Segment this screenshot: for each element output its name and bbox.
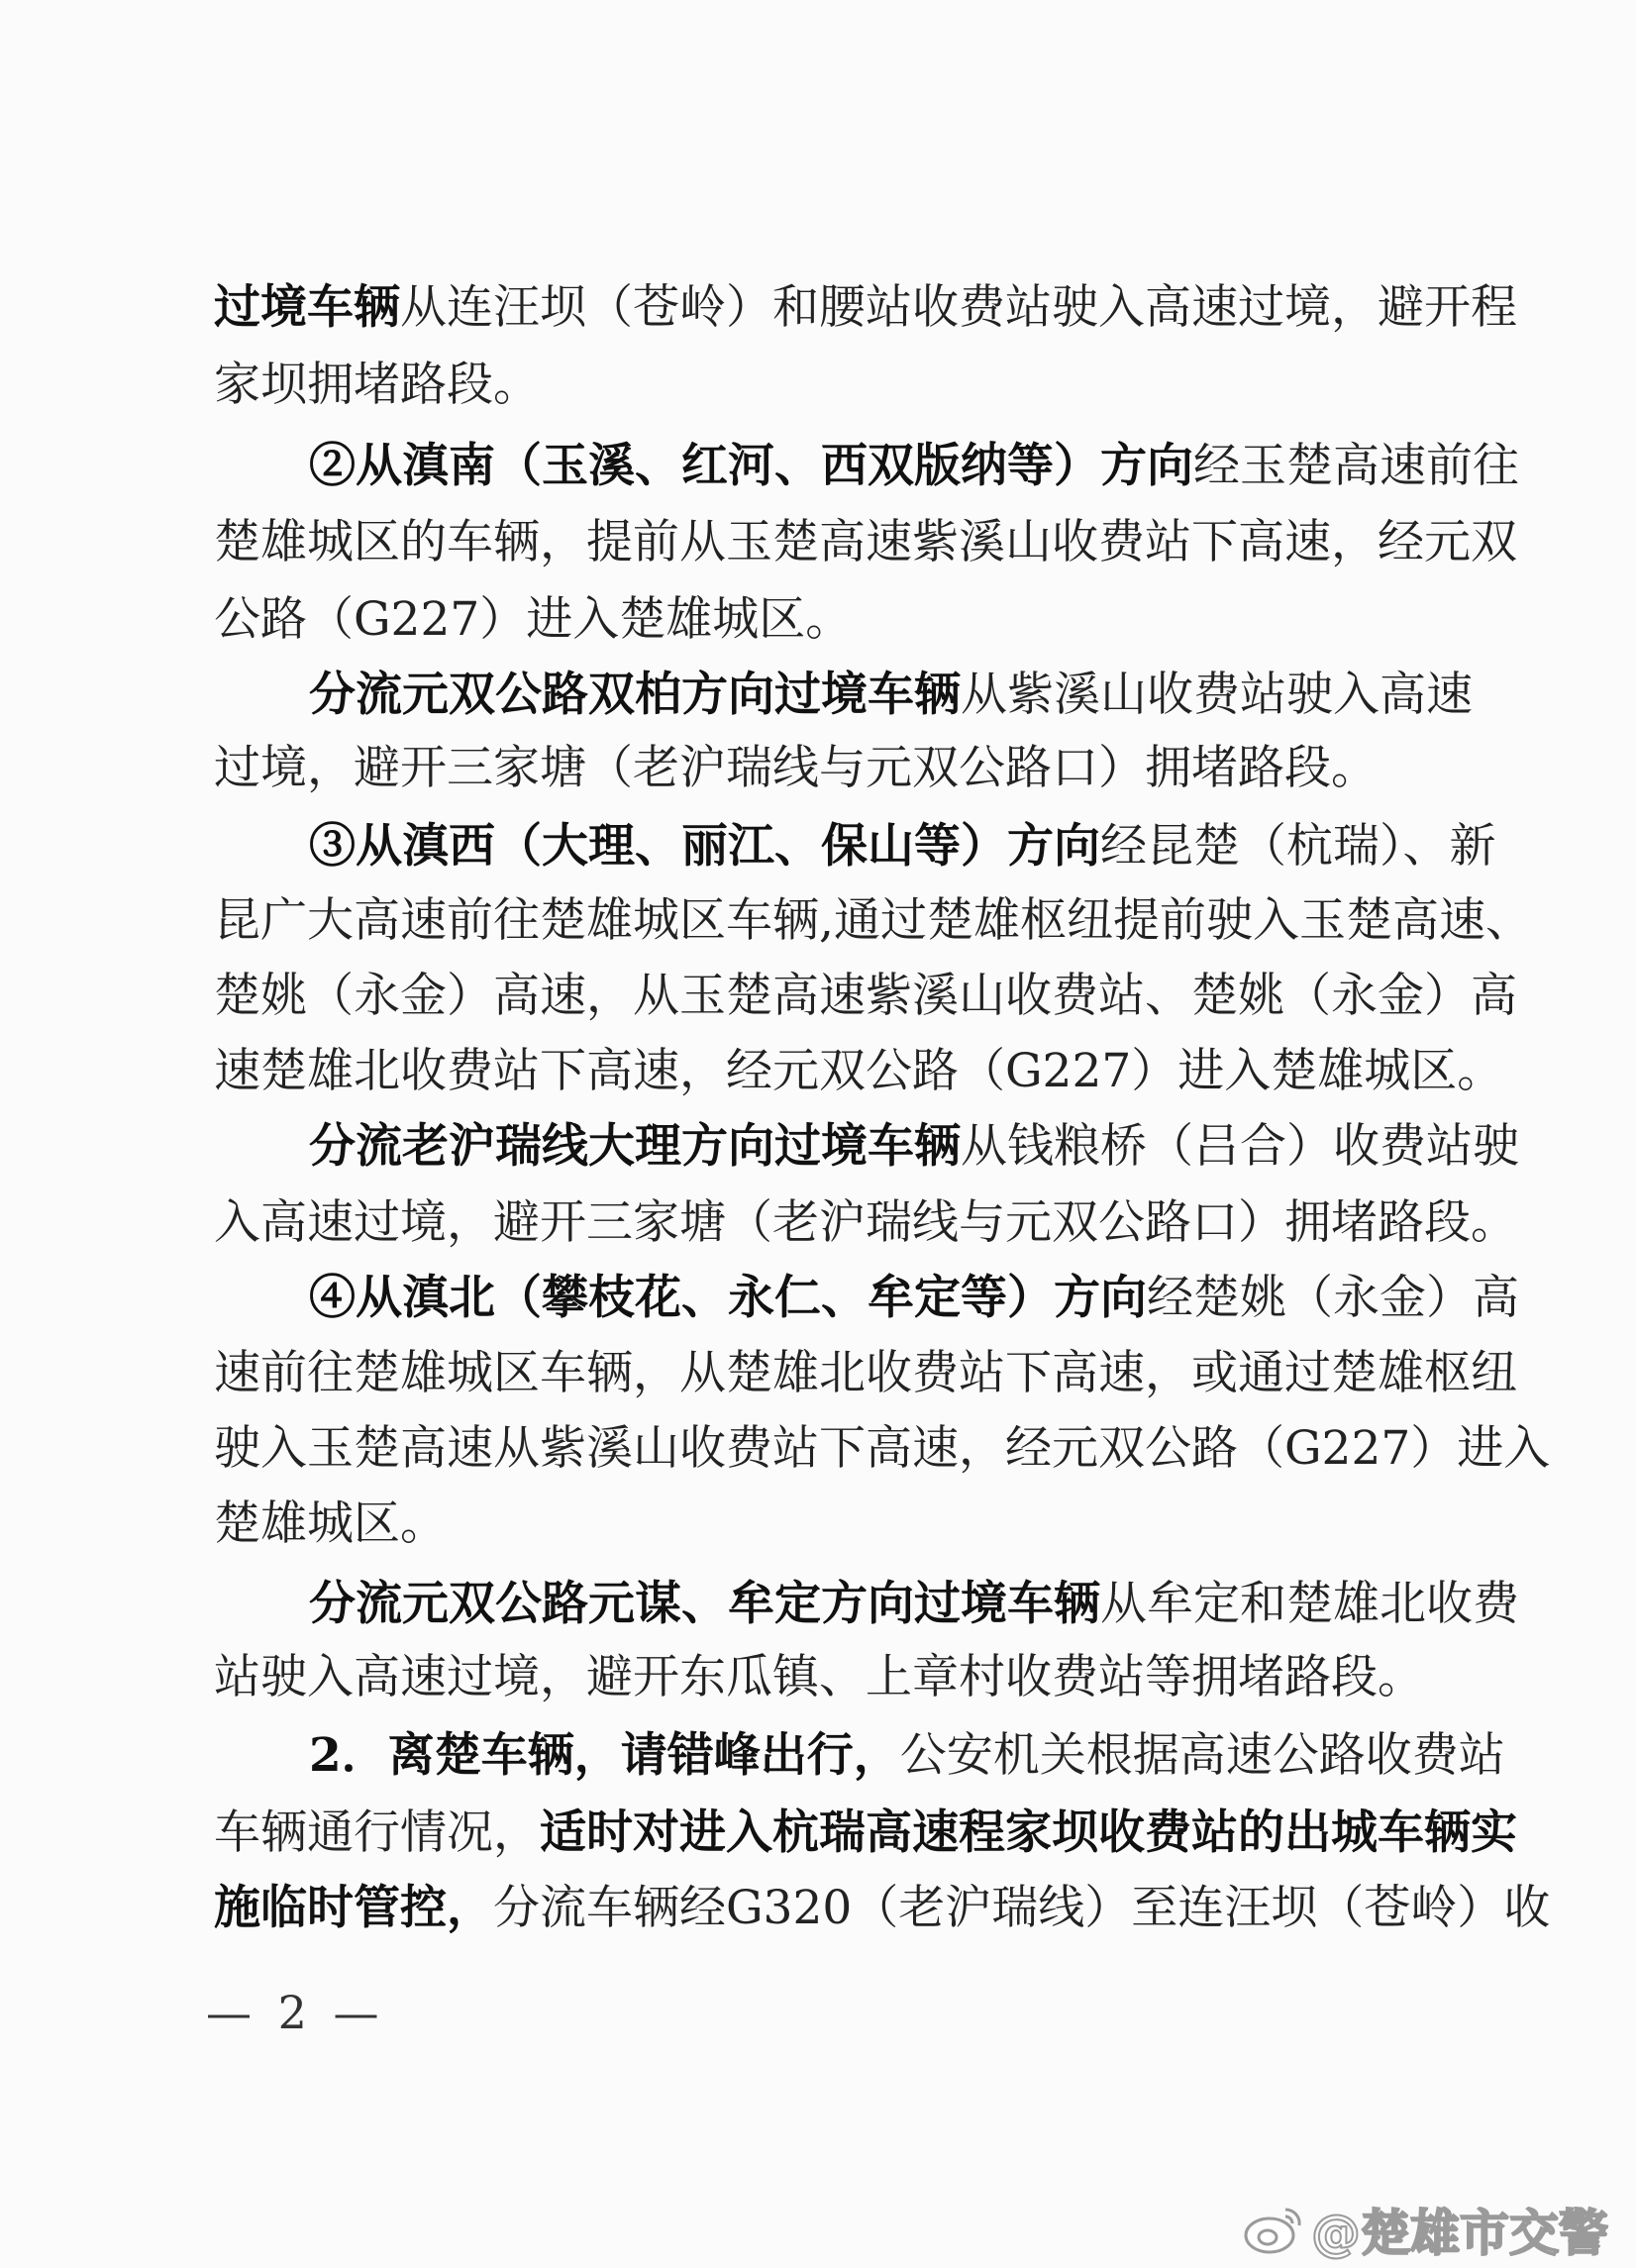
text-segment: 站驶入高速过境，避开东瓜镇、上章村收费站等拥堵路段。 (214, 1650, 1424, 1704)
text-segment: 楚姚（永金）高速，从玉楚高速紫溪山收费站、楚姚（永金）高 (214, 969, 1517, 1023)
text-line (214, 1269, 1519, 1328)
bold-text-segment: 分流元双公路元谋、牟定方向过境车辆 (309, 1577, 1100, 1631)
text-line (214, 437, 1519, 496)
text-line (214, 817, 1496, 876)
bold-text-segment: ④从滇北（攀枝花、永仁、牟定等）方向 (309, 1271, 1147, 1325)
text-line (214, 1193, 1517, 1253)
text-segment: 过境，避开三家塘（老沪瑞线与元双公路口）拥堵路段。 (214, 741, 1378, 795)
text-line (214, 1726, 1505, 1786)
page-number: — 2 — (206, 1986, 385, 2039)
text-segment: 从钱粮桥（吕合）收费站驶 (961, 1119, 1519, 1174)
bold-text-segment: 适时对进入杭瑞高速程家坝收费站的出城车辆实 (540, 1805, 1517, 1860)
text-segment: 楚雄城区的车辆，提前从玉楚高速紫溪山收费站下高速，经元双 (214, 515, 1517, 569)
text-line (214, 739, 1426, 798)
bold-text-segment: ②从滇南（玉溪、红河、西双版纳等）方向 (309, 439, 1193, 493)
text-segment: 驶入玉楚高速从紫溪山收费站下高速，经元双公路（G227）进入 (214, 1421, 1551, 1476)
text-line (214, 1804, 1517, 1863)
text-segment: 经昆楚（杭瑞）、新 (1100, 819, 1496, 874)
weibo-watermark (1242, 2194, 1608, 2265)
text-segment: 楚雄城区。 (214, 1496, 447, 1551)
text-line (214, 1879, 1551, 1938)
text-segment: 车辆通行情况， (214, 1805, 540, 1860)
text-line (214, 356, 1426, 415)
bold-text-segment: 2．离楚车辆，请错峰出行， (309, 1728, 900, 1783)
text-segment: 昆广大高速前往楚雄城区车辆,通过楚雄枢纽提前驶入玉楚高速、 (214, 893, 1532, 948)
text-line (214, 590, 1426, 650)
text-line (214, 891, 1532, 951)
bold-text-segment: 施临时管控， (214, 1881, 493, 1935)
bold-text-segment: 分流老沪瑞线大理方向过境车辆 (309, 1119, 961, 1174)
text-line (214, 666, 1473, 725)
text-line (214, 967, 1517, 1026)
watermark-text: @楚雄市交警 (1311, 2205, 1608, 2262)
text-line (214, 1344, 1517, 1403)
text-line (214, 1419, 1551, 1479)
text-segment: 速前往楚雄城区车辆，从楚雄北收费站下高速，或通过楚雄枢纽 (214, 1346, 1517, 1400)
text-segment: 分流车辆经G320（老沪瑞线）至连汪坝（苍岭）收 (493, 1881, 1551, 1935)
text-segment: 家坝拥堵路段。 (214, 358, 540, 412)
weibo-logo-icon (1242, 2202, 1305, 2257)
text-segment: 公安机关根据高速公路收费站 (899, 1728, 1505, 1783)
text-line (214, 513, 1517, 572)
bold-text-segment: 过境车辆 (214, 280, 400, 335)
text-segment: 入高速过境，避开三家塘（老沪瑞线与元双公路口）拥堵路段。 (214, 1195, 1517, 1250)
text-segment: 经玉楚高速前往 (1193, 439, 1519, 493)
text-line (214, 278, 1517, 338)
bold-text-segment: 分流元双公路双柏方向过境车辆 (309, 668, 961, 722)
text-segment: 从牟定和楚雄北收费 (1100, 1577, 1519, 1631)
text-line (214, 1495, 1426, 1554)
text-segment: 公路（G227）进入楚雄城区。 (214, 592, 853, 647)
text-segment: 从紫溪山收费站驶入高速 (961, 668, 1473, 722)
text-segment: 从连汪坝（苍岭）和腰站收费站驶入高速过境，避开程 (400, 280, 1517, 335)
text-segment: 速楚雄北收费站下高速，经元双公路（G227）进入楚雄城区。 (214, 1044, 1504, 1098)
text-segment: 经楚姚（永金）高 (1147, 1271, 1519, 1325)
text-line (214, 1042, 1504, 1101)
text-line (214, 1648, 1426, 1707)
text-line (214, 1117, 1519, 1177)
bold-text-segment: ③从滇西（大理、丽江、保山等）方向 (309, 819, 1100, 874)
text-line (214, 1575, 1519, 1634)
